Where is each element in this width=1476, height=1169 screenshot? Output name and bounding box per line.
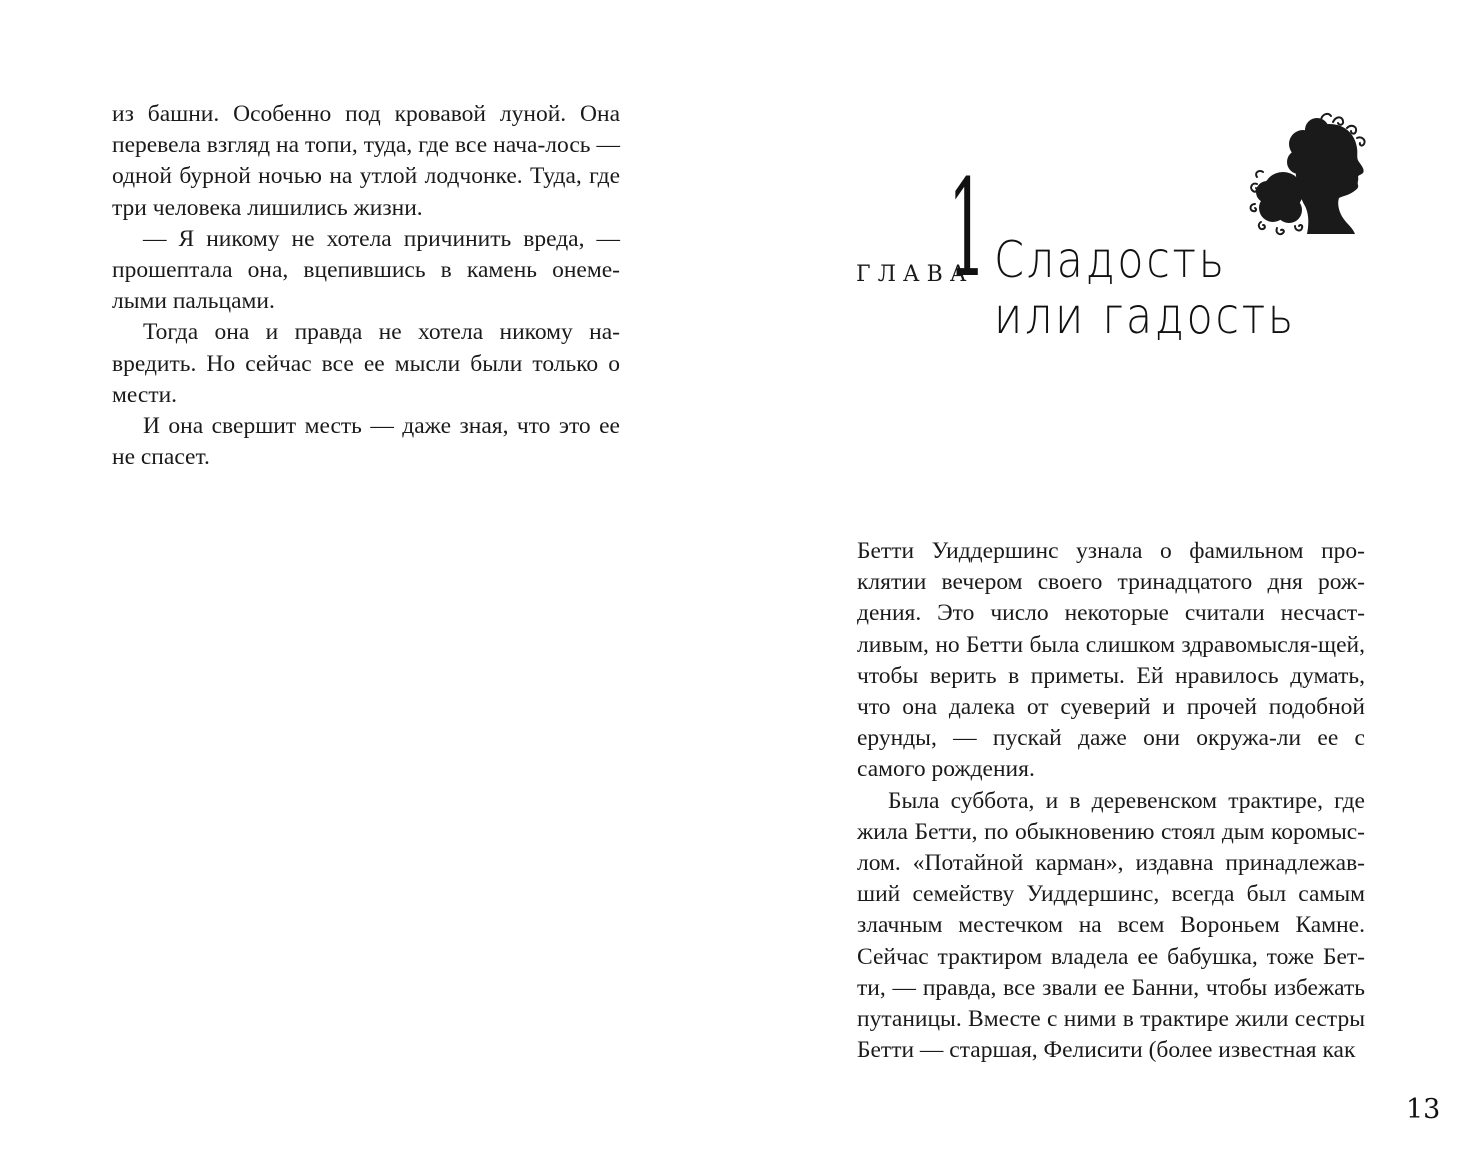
paragraph: Была суббота, и в деревенском трактире, где жила Бетти, по обыкновению стоял дым коромыс-лом. «Потайной карман», издавна принадлежав-ший семейству Уиддершинс, всегда был самым злачным местечком на всем Вороньем Камне. Сейчас трактиром владела ее бабушка, тоже Бет-ти, — правда, все звали ее Банни, чтобы избежать путаницы. Вместе с ними в трактире жили сестры Бетти — старшая, Фелисити (более известная как (857, 787, 1365, 1064)
left-page-text (112, 99, 620, 473)
chapter-number: 1 (948, 151, 987, 307)
paragraph: И она свершит месть — даже зная, что это ее не спасет. (112, 413, 620, 471)
right-page-text (857, 536, 1365, 1066)
paragraph: из башни. Особенно под кровавой луной. Она перевела взгляд на топи, туда, где все нача-лось — одной бурной ночью на утлой лодчонке. Туда, где три человека лишились жизни. (112, 101, 620, 221)
paragraph: — Я никому не хотела причинить вреда, — прошептала она, вцепившись в камень онеме-лыми пальцами. (112, 225, 620, 315)
paragraph: Тогда она и правда не хотела никому на-вредить. Но сейчас все ее мысли были только о мести. (112, 319, 620, 408)
chapter-title-line: или гадость (994, 287, 1296, 345)
chapter-label: ГЛАВА (856, 262, 974, 287)
page-number: 13 (1406, 1094, 1441, 1125)
girl-silhouette-icon (1243, 100, 1371, 246)
chapter-title-line: Сладость (994, 231, 1227, 289)
right-page (738, 0, 1476, 1169)
chapter-title (994, 232, 1296, 344)
paragraph: Бетти Уиддершинс узнала о фамильном про-клятии вечером своего тринадцатого дня рож-дения. Это число некоторые считали несчаст-ливым, но Бетти была слишком здравомысля-щей, чтобы верить в приметы. Ей нравилось думать, что она далека от суеверий и прочей подобной ерунды, — пускай даже они окружа-ли ее с самого рождения. (857, 538, 1365, 783)
